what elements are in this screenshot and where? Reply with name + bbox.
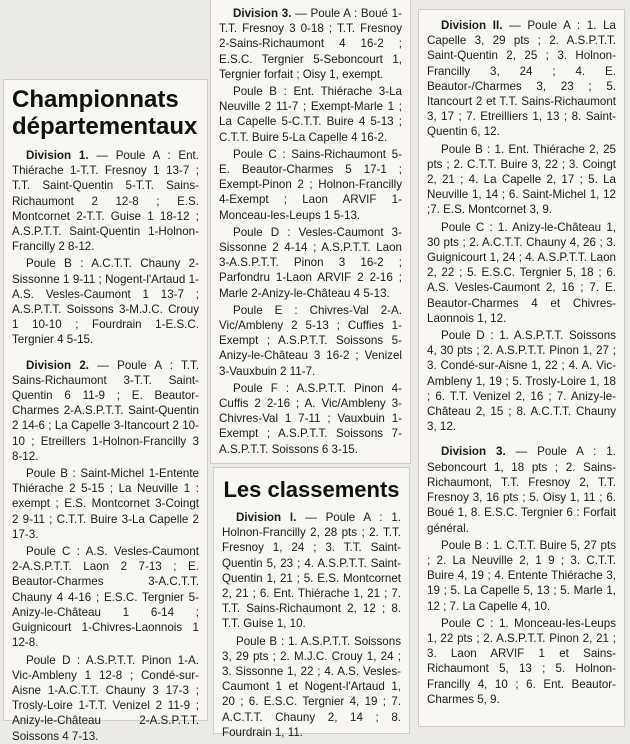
article-championnats: [4, 80, 207, 743]
paragraph: [427, 18, 616, 140]
paragraph: [12, 544, 199, 650]
paragraph-text: — Poule A : Boué 1-T.T. Fresnoy 3 0-18 ; T.T. Fresnoy 2-Sains-Richaumont 4 16-2 ; E.S.C. Tergnier 5-Seboncourt 1, Tergnier forfait ; Oisy 1, exempt.: [219, 7, 402, 81]
article-classements: [214, 468, 409, 739]
paragraph: [12, 653, 199, 744]
paragraph: [427, 142, 616, 218]
paragraph: [427, 616, 616, 707]
division-heading: Division 1.: [26, 149, 89, 162]
results-list-2: [219, 6, 402, 457]
paragraph-text: Poule F : A.S.P.T.T. Pinon 4-Cuffis 2 2-16 ; A. Vic/Ambleny 3-Chivres-Val 1 7-11 ; Vauxbuin 1-Exempt ; A.S.P.T.T. Soissons 7-A.S.P.T.T. Soissons 6 3-15.: [219, 381, 402, 456]
paragraph: [12, 466, 199, 542]
paragraph: [219, 84, 402, 145]
division-heading: Division 2.: [26, 358, 90, 372]
paragraph-text: — Poule A : 1. Seboncourt 1, 18 pts ; 2. Sains-Richaumont, T.T. Fresnoy 2, T.T. Fresnoy 3, 16 pts ; 5. Oisy 1, 11 ; 6. Boué 1, 8. E.S.C. Tergnier 6 : Forfait général.: [427, 445, 616, 535]
paragraph: [12, 256, 199, 347]
paragraph-text: Poule C : A.S. Vesles-Caumont 2-A.S.P.T.T. Laon 2 7-13 ; E. Beautor-Charmes 3-A.C.T.T. Chauny 4 4-16 ; E.S.C. Tergnier 5-Anizy-le-Château 1 6-14 ; Guignicourt 1-Chivres-Laonnois 1 12-8.: [12, 545, 199, 650]
paragraph-text: — Poule A : Ent. Thiérache 1-T.T. Fresnoy 1 13-7 ; T.T. Saint-Quentin 5-T.T. Sains-Richaumont 2 12-8 ; E.S. Montcornet 2-T.T. Guise 1 18-12 ; A.S.P.T.T. Saint-Quentin 1-Holnon-Francilly 2 8-12.: [12, 149, 199, 254]
paragraph-text: Poule D : A.S.P.T.T. Pinon 1-A. Vic-Ambleny 1 12-8 ; Condé-sur-Aisne 1-A.C.T.T. Chauny 3 17-3 ; Trosly-Loire 1-T.T. Venizel 2 11-9 ; Anizy-le-Château 2-A.S.P.T.T. Soissons 4 7-13.: [12, 653, 199, 743]
paragraph: [219, 303, 402, 379]
paragraph-text: Poule B : Ent. Thiérache 3-La Neuville 2 11-7 ; Exempt-Marle 1 ; La Capelle 5-C.T.T. Buire 4 5-13 ; C.T.T. Buire 5-La Capelle 4 16-2.: [219, 85, 402, 144]
paragraph: [427, 444, 616, 535]
paragraph: [427, 328, 616, 434]
paragraph: [12, 148, 199, 254]
division-heading: Division I.: [236, 511, 297, 524]
heading-classements: Les classements: [223, 477, 400, 502]
heading-championnats: Championnats départementaux: [12, 86, 198, 140]
paragraph: [427, 538, 616, 614]
paragraph-text: — Poule A : 1. La Capelle 3, 29 pts ; 2. A.S.P.T.T. Saint-Quentin 2, 25 ; 3. Holnon-Francilly 3, 24 ; 4. E. Beautor-/Charmes 3, 23 ; 5. Itancourt 2 et T.T. Sains-Richaumont 3, 17 ; 7. Etreilliers 1, 13 ; 8. Saint-Quentin 6, 12.: [427, 19, 617, 139]
paragraph: [219, 6, 402, 82]
paragraph-text: Poule B : 1. A.S.P.T.T. Soissons 3, 29 pts ; 2. M.J.C. Crouy 1, 24 ; 3. Sissonne 1, 22 ; 4. A.S. Vesles-Caumont 1 et Nogent-l'Artaud 1, 20 ; 6. E.S.C. Tergnier 4, 19 ; 7. A.C.T.T. Chauny 2, 14 ; 8. Fourdrain 1, 11.: [222, 634, 401, 739]
paragraph-text: — Poule A : 1. Holnon-Francilly 2, 28 pts ; 2. T.T. Fresnoy 1, 24 ; 3. T.T. Saint-Quentin 5, 23 ; 4. A.S.P.T.T. Saint-Quentin 1, 21 ; 5. E.S. Montcornet 2, 21 ; 6. Ent. Thiérache 1, 21 ; 7. T.T. Sains-Richaumont 2, 12 ; 8. T.T. Guise 1, 10.: [222, 511, 401, 631]
paragraph: [219, 225, 402, 301]
results-list-1: [12, 148, 199, 744]
standings-list-2: [427, 18, 616, 707]
paragraph: [12, 358, 199, 464]
paragraph-text: Poule C : 1. Anizy-le-Château 1, 30 pts ; 2. A.C.T.T. Chauny 4, 26 ; 3. Guignicourt 1, 24 ; 4. A.S.P.T.T. Laon 2, 22 ; 5. E.S.C. Tergnier 5, 18 ; 6. A.S. Vesles-Caumont 2, 16 ; 7. E. Beautor-Charmes 4 et Chivres-Laonnois 1, 12.: [427, 220, 616, 325]
paragraph-text: Poule B : 1. Ent. Thiérache 2, 25 pts ; 2. C.T.T. Buire 3, 22 ; 3. Coingt 2, 21 ; 4. La Capelle 2, 17 ; 5. La Neuville 1, 14 ; 6. Saint-Michel 1, 12 ;7. E.S. Montcornet 3, 9.: [427, 142, 616, 217]
article-championnats-continued: [211, 0, 410, 463]
paragraph-text: Poule B : A.C.T.T. Chauny 2-Sissonne 1 9-11 ; Nogent-l'Artaud 1-A.S. Vesles-Caumont 1 13-7 ; A.S.P.T.T. Soissons 3-M.J.C. Crouy 1 10-10 ; Fourdrain 1-E.S.C. Tergnier 4 5-15.: [12, 257, 199, 347]
division-heading: Division 3.: [441, 445, 506, 459]
paragraph-text: Poule C : 1. Monceau-les-Leups 1, 22 pts ; 2. A.S.P.T.T. Pinon 2, 21 ; 3. Laon ARVIF 1 et Sains-Richaumont 5, 13 ; 5. Holnon-Francilly 4, 10 ; 6. Ent. Beautor-Charmes 5, 9.: [427, 616, 616, 706]
paragraph: [219, 147, 402, 223]
paragraph: [219, 381, 402, 457]
paragraph-text: Poule E : Chivres-Val 2-A. Vic/Ambleny 2 5-13 ; Cuffies 1-Exempt ; A.S.P.T.T. Soissons 5-Anizy-le-Château 3 16-2 ; Venizel 3-Vauxbuin 2 11-7.: [219, 303, 402, 378]
standings-list-1: [222, 510, 401, 740]
paragraph-text: Poule C : Sains-Richaumont 5-E. Beautor-Charmes 5 17-1 ; Exempt-Pinon 2 ; Holnon-Francilly 4-Exempt ; Laon ARVIF 1-Monceau-les-Leups 1 5-13.: [219, 147, 402, 222]
article-classements-continued: [419, 10, 624, 726]
paragraph: [222, 510, 401, 632]
paragraph-text: Poule D : Vesles-Caumont 3-Sissonne 2 4-14 ; A.S.P.T.T. Laon 3-A.S.P.T.T. Pinon 3 16-2 ; Parfondru 1-Laon ARVIF 2 2-16 ; Marle 2-Anizy-le-Château 4 5-13.: [219, 225, 402, 300]
paragraph-text: Poule D : 1. A.S.P.T.T. Soissons 4, 30 pts ; 2. A.S.P.T.T. Pinon 1, 27 ; 3. Condé-sur-Aisne 1, 22 ; 4. A. Vic-Ambleny 1, 19 ; 5. Trosly-Loire 1, 18 ; 6. T.T. Venizel 2, 16 ; 7. Anizy-le-Château 2, 15 ; 8. A.C.T.T. Chauny 3, 12.: [427, 329, 616, 434]
division-heading: Division II.: [441, 19, 503, 32]
paragraph-text: Poule B : Saint-Michel 1-Entente Thiérache 2 5-15 ; La Neuville 1 : exempt ; E.S. Montcornet 3-Coingt 2 9-11 ; C.T.T. Buire 3-La Capelle 2 17-3.: [12, 467, 199, 541]
paragraph-text: — Poule A : T.T. Sains-Richaumont 3-T.T. Saint-Quentin 6 11-9 ; E. Beautor-Charmes 2-A.S.P.T.T. Saint-Quentin 2 14-6 ; La Capelle 3-Itancourt 2 10-10 ; Etreillers 1-Holnon-Francilly 3 8-12.: [12, 358, 199, 463]
paragraph-text: Poule B : 1. C.T.T. Buire 5, 27 pts ; 2. La Neuville 2, 1 9 ; 3. C.T.T. Buire 4, 19 ; 4. Entente Thiérache 3, 19 ; 5. La Capelle 5, 13 ; 5. Marle 1, 12 ; 7. La Capelle 4, 10.: [427, 538, 616, 613]
paragraph: [222, 634, 401, 740]
paragraph: [427, 220, 616, 326]
division-heading: Division 3.: [233, 7, 292, 20]
